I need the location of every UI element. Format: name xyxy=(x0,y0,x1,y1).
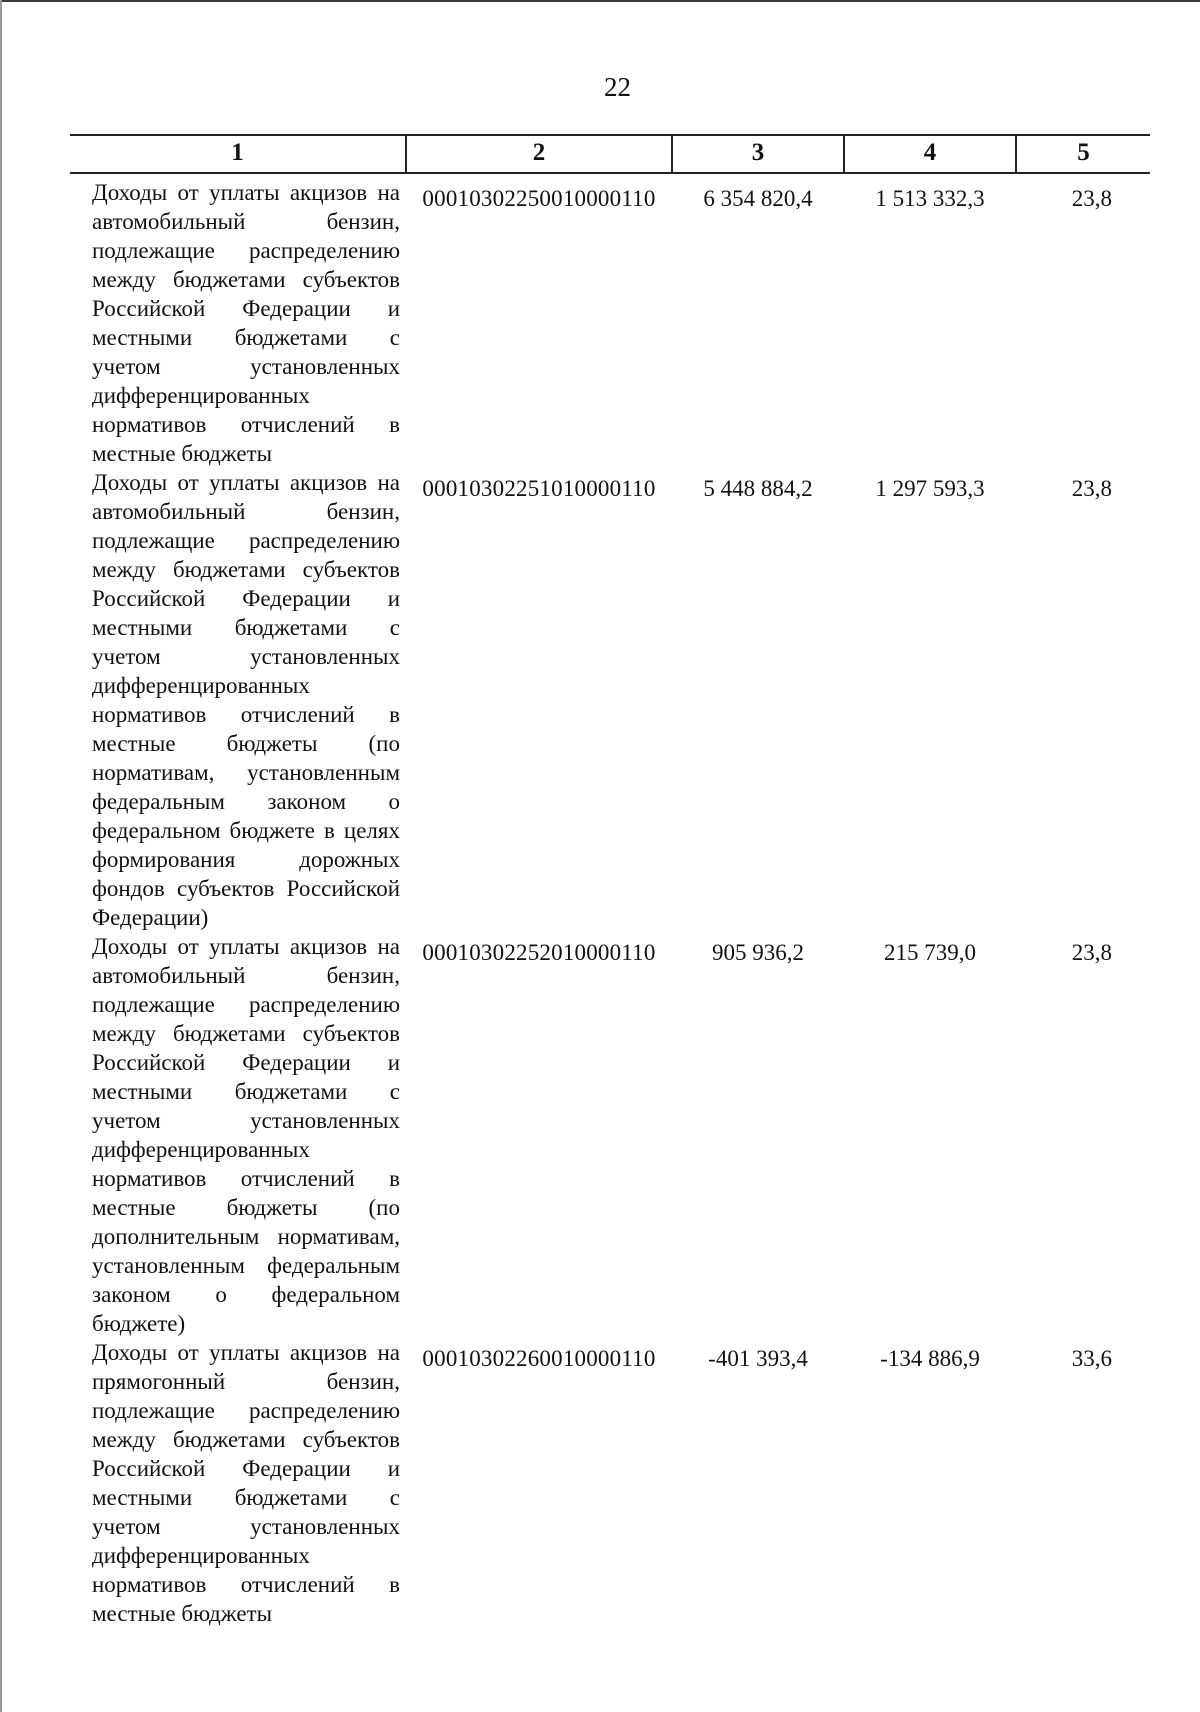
row-col5-value: 23,8 xyxy=(1071,940,1112,965)
row-col3-value: 5 448 884,2 xyxy=(703,476,813,501)
row-col3-value: -401 393,4 xyxy=(708,1346,808,1371)
row-col4-value: 1 297 593,3 xyxy=(875,476,985,501)
row-col5-value: 23,8 xyxy=(1071,186,1112,211)
budget-table xyxy=(70,134,1150,1628)
table-row xyxy=(70,1338,1150,1628)
row-col5-value: 33,6 xyxy=(1071,1346,1112,1371)
header-col-5: 5 xyxy=(1016,135,1150,173)
row-code: 00010302250010000110 xyxy=(422,186,656,211)
table-body xyxy=(70,173,1150,1628)
header-col-3: 3 xyxy=(672,135,844,173)
header-col-1: 1 xyxy=(70,135,406,173)
row-col3-value: 6 354 820,4 xyxy=(703,186,813,211)
row-code: 00010302252010000110 xyxy=(422,940,656,965)
row-description: Доходы от уплаты акцизов на автомобильный бензин, подлежащие распределению между бюджетами субъектов Российской Федерации и местными бюджетами с учетом установленных дифференцированных нормативов отчислений в местные бюджеты (по нормативам, установленным федеральным законом о федеральном бюджете в целях формирования дорожных фондов субъектов Российской Федерации) xyxy=(92,470,400,930)
row-col4-value: 215 739,0 xyxy=(884,940,976,965)
table-row xyxy=(70,468,1150,932)
row-col4-value: -134 886,9 xyxy=(880,1346,980,1371)
scan-left-edge xyxy=(0,0,2,1712)
row-code: 00010302251010000110 xyxy=(422,476,656,501)
page-number: 22 xyxy=(604,72,631,102)
row-col5-value: 23,8 xyxy=(1071,476,1112,501)
table-row xyxy=(70,932,1150,1338)
header-col-4: 4 xyxy=(844,135,1016,173)
scan-top-edge xyxy=(0,0,1200,2)
table-header xyxy=(70,135,1150,173)
row-code: 00010302260010000110 xyxy=(422,1346,656,1371)
header-row xyxy=(70,135,1150,173)
row-description: Доходы от уплаты акцизов на автомобильный бензин, подлежащие распределению между бюджетами субъектов Российской Федерации и местными бюджетами с учетом установленных дифференцированных нормативов отчислений в местные бюджеты xyxy=(92,180,400,466)
row-description: Доходы от уплаты акцизов на прямогонный бензин, подлежащие распределению между бюджетами субъектов Российской Федерации и местными бюджетами с учетом установленных дифференцированных нормативов отчислений в местные бюджеты xyxy=(92,1340,400,1626)
table-row xyxy=(70,178,1150,468)
header-col-2: 2 xyxy=(406,135,672,173)
row-description: Доходы от уплаты акцизов на автомобильный бензин, подлежащие распределению между бюджетами субъектов Российской Федерации и местными бюджетами с учетом установленных дифференцированных нормативов отчислений в местные бюджеты (по дополнительным нормативам, установленным федеральным законом о федеральном бюджете) xyxy=(92,934,400,1336)
row-col4-value: 1 513 332,3 xyxy=(875,186,985,211)
row-col3-value: 905 936,2 xyxy=(712,940,804,965)
